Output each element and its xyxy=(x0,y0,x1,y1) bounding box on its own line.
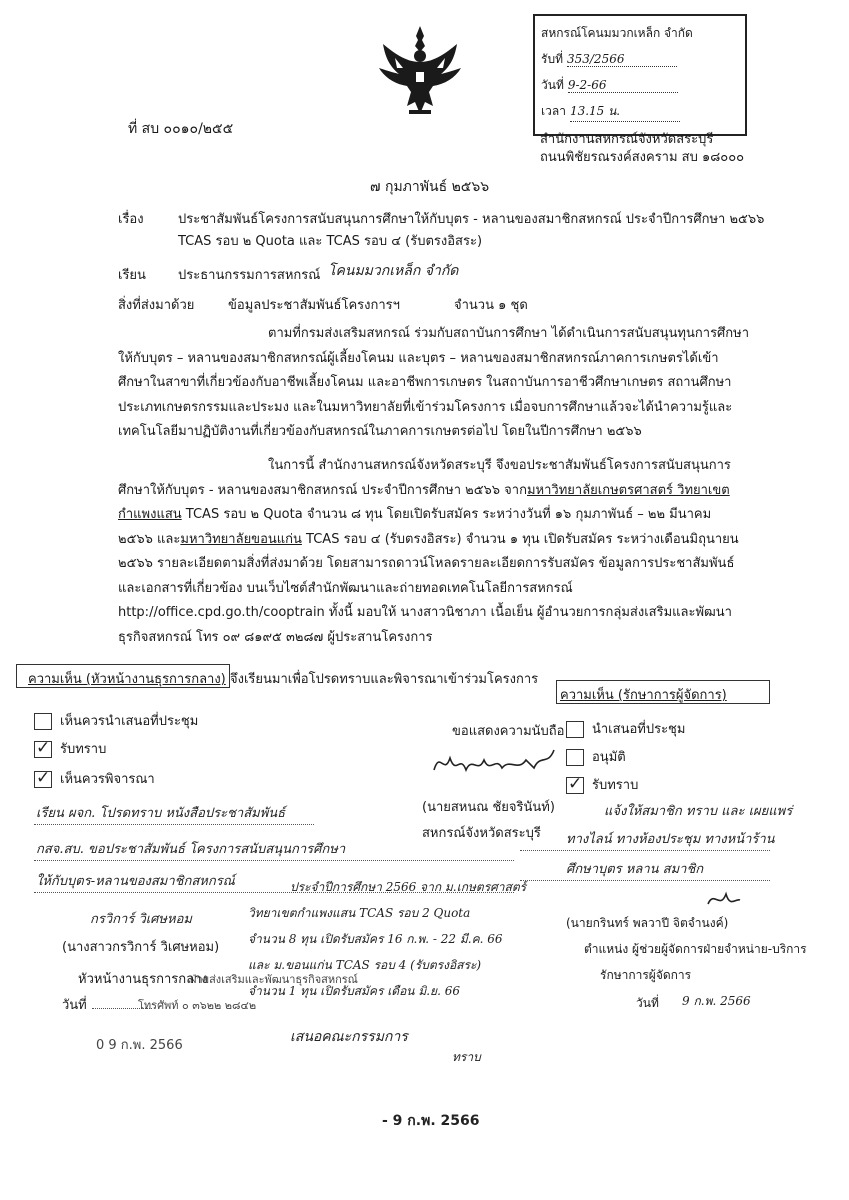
garuda-emblem xyxy=(375,22,465,122)
stamp-time-value: 13.15 น. xyxy=(570,102,680,122)
right-date-value: 9 ก.พ. 2566 xyxy=(682,994,751,1008)
checkbox-right-2[interactable] xyxy=(566,749,584,766)
para2-b: TCAS รอบ ๒ Quota จำนวน ๘ ทุน โดยเปิดรับสมัคร ระหว่างวันที่ ๑๖ กุมภาพันธ์ – ๒๒ มีนาคม ๒๕๖๖ และ xyxy=(118,507,712,547)
signer-name: (นายสหนณ ชัยจรินันท์) xyxy=(422,800,555,815)
right-initial-signature xyxy=(704,886,744,914)
middle-hand-2: วิทยาเขตกำแพงแสน TCAS รอบ 2 Quota xyxy=(248,906,471,920)
to-handwritten: โคนมมวกเหล็ก จำกัด xyxy=(328,263,459,279)
right-acting-title: รักษาการผู้จัดการ xyxy=(600,968,692,982)
department-text: ฝ่ายส่งเสริมและพัฒนาธุรกิจสหกรณ์ xyxy=(190,973,358,986)
para1-text: ตามที่กรมส่งเสริมสหกรณ์ ร่วมกับสถาบันการศึกษา ได้ดำเนินการสนับสนุนทุนการศึกษาให้กับบุตร – หลานของสมาชิกสหกรณ์ผู้เลี้ยงโคนม และบุตร – หลานของสมาชิกสหกรณ์ภาคการเกษตรได้เข้าศึกษาในสาขาที่เกี่ยวข้องกับอาชีพเลี้ยงโคนม และอาชีพการเกษตร ในสถาบันการอาชีวศึกษาเกษตร สถานศึกษาประเภทเกษตรกรรมและประมง และในมหาวิทยาลัยที่เข้าร่วมโครงการ เมื่อจบการศึกษาแล้วจะได้นำความรู้และเทคโนโลยีมาปฏิบัติงานที่เกี่ยวข้องกับสหกรณ์ในภาคการเกษตรต่อไป โดยในปีการศึกษา ๒๕๖๖ xyxy=(118,326,750,439)
document-date: ๗ กุมภาพันธ์ ๒๕๖๖ xyxy=(370,179,490,195)
right-option-1[interactable] xyxy=(566,718,685,739)
right-option-2[interactable] xyxy=(566,746,626,767)
left-date-label: วันที่ xyxy=(62,998,87,1013)
to-text: ประธานกรรมการสหกรณ์ xyxy=(178,268,321,283)
para2-a: ในการนี้ สำนักงานสหกรณ์จังหวัดสระบุรี จึงขอประชาสัมพันธ์โครงการสนับสนุนการศึกษาให้กับบุตร - หลานของสมาชิกสหกรณ์ ประจำปีการศึกษา ๒๕๖๖ จาก xyxy=(118,458,731,498)
left-option-2[interactable] xyxy=(34,738,106,759)
left-handwritten-1: เรียน ผจก. โปรดทราบ หนังสือประชาสัมพันธ์ xyxy=(36,806,286,821)
left-option-2-label: รับทราบ xyxy=(60,742,107,757)
checkbox-right-1[interactable] xyxy=(566,721,584,738)
enclosure-quantity: จำนวน ๑ ชุด xyxy=(454,298,528,313)
middle-hand-4: และ ม.ขอนแก่น TCAS รอบ 4 (รับตรงอิสระ) xyxy=(248,958,482,972)
middle-hand-5: จำนวน 1 ทุน เปิดรับสมัคร เดือน มิ.ย. 66 xyxy=(248,984,460,998)
right-date-label: วันที่ xyxy=(636,996,659,1010)
stamp-recv-label: รับที่ xyxy=(541,52,563,66)
middle-hand-1: ประจำปีการศึกษา 2566 จาก ม.เกษตรศาสตร์ xyxy=(290,880,527,894)
left-option-1[interactable] xyxy=(34,710,198,731)
right-handwritten-3: ศึกษาบุตร หลาน สมาชิก xyxy=(566,862,704,877)
checkbox-right-3[interactable] xyxy=(566,777,584,794)
stamp-recv-value: 353/2566 xyxy=(567,52,677,67)
right-handwritten-2: ทางไลน์ ทางห้องประชุม ทางหน้าร้าน xyxy=(566,832,775,847)
left-signature: กรวิการ์ วิเศษหอม xyxy=(90,912,192,927)
stamp-date-value: 9-2-66 xyxy=(568,78,678,93)
enclosure-text: ข้อมูลประชาสัมพันธ์โครงการฯ xyxy=(228,298,400,313)
right-signer-position: ตำแหน่ง ผู้ช่วยผู้จัดการฝ่ายจำหน่าย-บริการ xyxy=(584,942,807,956)
bottom-date-stamp: - 9 ก.พ. 2566 xyxy=(382,1113,480,1129)
left-option-3[interactable] xyxy=(34,768,155,789)
left-handwritten-2: กสจ.สบ. ขอประชาสัมพันธ์ โครงการสนับสนุนการศึกษา xyxy=(36,842,346,857)
right-option-3-label: รับทราบ xyxy=(592,778,639,793)
para2-university-1: มหาวิทยาลัยเกษตรศาสตร์ วิทยาเขตกำแพงแสน xyxy=(118,482,730,522)
left-signer-name: (นางสาวกรวิการ์ วิเศษหอม) xyxy=(62,940,220,955)
checkbox-left-3[interactable] xyxy=(34,771,52,788)
stamp-date-label: วันที่ xyxy=(541,78,564,92)
right-comment-title: ความเห็น (รักษาการผู้จัดการ) xyxy=(560,688,727,703)
signatory-signature xyxy=(430,746,560,782)
body-paragraph-2 xyxy=(118,454,750,650)
checkbox-left-1[interactable] xyxy=(34,713,52,730)
regards-text: ขอแสดงความนับถือ xyxy=(452,724,565,739)
left-option-1-label: เห็นควรนำเสนอที่ประชุม xyxy=(60,714,199,729)
sender-office: สำนักงานสหกรณ์จังหวัดสระบุรี xyxy=(540,132,714,147)
bottom-handwritten-1: เสนอคณะกรรมการ xyxy=(290,1029,408,1045)
subject-label: เรื่อง xyxy=(118,212,144,227)
receiving-stamp xyxy=(533,14,747,136)
stamp-time-label: เวลา xyxy=(541,104,566,118)
right-option-1-label: นำเสนอที่ประชุม xyxy=(592,722,686,737)
checkbox-left-2[interactable] xyxy=(34,741,52,758)
to-label: เรียน xyxy=(118,268,146,283)
right-handwritten-1: แจ้งให้สมาชิก ทราบ และ เผยแพร่ xyxy=(604,804,793,819)
closing-text: จึงเรียนมาเพื่อโปรดทราบและพิจารณาเข้าร่วมโครงการ xyxy=(230,672,539,687)
body-paragraph-1 xyxy=(118,322,750,445)
enclosure-label: สิ่งที่ส่งมาด้วย xyxy=(118,298,195,313)
left-signer-position: หัวหน้างานธุรการกลาง xyxy=(78,972,208,987)
bottom-handwritten-2: ทราบ xyxy=(452,1050,481,1064)
subject-line-1: ประชาสัมพันธ์โครงการสนับสนุนการศึกษาให้กับบุตร - หลานของสมาชิกสหกรณ์ ประจำปีการศึกษา ๒๕๖๖ xyxy=(178,212,765,227)
phone-text: โทรศัพท์ ๐ ๓๖๒๒ ๒๘๔๒ xyxy=(138,999,257,1012)
left-comment-title: ความเห็น (หัวหน้างานธุรการกลาง) xyxy=(28,672,226,687)
sender-address: ถนนพิชัยรณรงค์สงคราม สบ ๑๘๐๐๐ xyxy=(540,150,745,165)
middle-hand-3: จำนวน 8 ทุน เปิดรับสมัคร 16 ก.พ. - 22 มี.ค. 66 xyxy=(248,932,503,946)
stamp-org: สหกรณ์โคนมมวกเหล็ก จำกัด xyxy=(541,26,693,40)
left-option-3-label: เห็นควรพิจารณา xyxy=(60,772,155,787)
para2-university-2: มหาวิทยาลัยขอนแก่น xyxy=(180,531,302,547)
left-date-stamp: 0 9 ก.พ. 2566 xyxy=(96,1038,183,1053)
right-option-3[interactable] xyxy=(566,774,638,795)
signer-title: สหกรณ์จังหวัดสระบุรี xyxy=(422,826,541,841)
para2-c: TCAS รอบ ๔ (รับตรงอิสระ) จำนวน ๑ ทุน เปิดรับสมัคร ระหว่างเดือนมิถุนายน ๒๕๖๖ รายละเอียดตามสิ่งที่ส่งมาด้วย โดยสามารถดาวน์โหลดรายละเอียดการรับสมัคร ข้อมูลการประชาสัมพันธ์ และเอกสารที่เกี่ยวข้อง บนเว็บไซต์สำนักพัฒนาและถ่ายทอดเทคโนโลยีการสหกรณ์ http://office.cpd.go.th/cooptrain ทั้งนี้ มอบให้ นางสาวนิชาภา เนื้อเย็น ผู้อำนวยการกลุ่มส่งเสริมและพัฒนาธุรกิจสหกรณ์ โทร ๐๙ ๘๑๙๕ ๓๒๘๗ ผู้ประสานโครงการ xyxy=(118,531,739,645)
document-number: ที่ สบ ๐๐๑๐/๒๕๕ xyxy=(128,121,234,137)
right-option-2-label: อนุมัติ xyxy=(592,750,626,765)
subject-line-2: TCAS รอบ ๒ Quota และ TCAS รอบ ๔ (รับตรงอิสระ) xyxy=(178,234,483,249)
left-handwritten-3: ให้กับบุตร-หลานของสมาชิกสหกรณ์ xyxy=(36,874,235,889)
right-signer-name: (นายกรินทร์ พลวาปี จิตจำนงค์) xyxy=(566,916,729,930)
